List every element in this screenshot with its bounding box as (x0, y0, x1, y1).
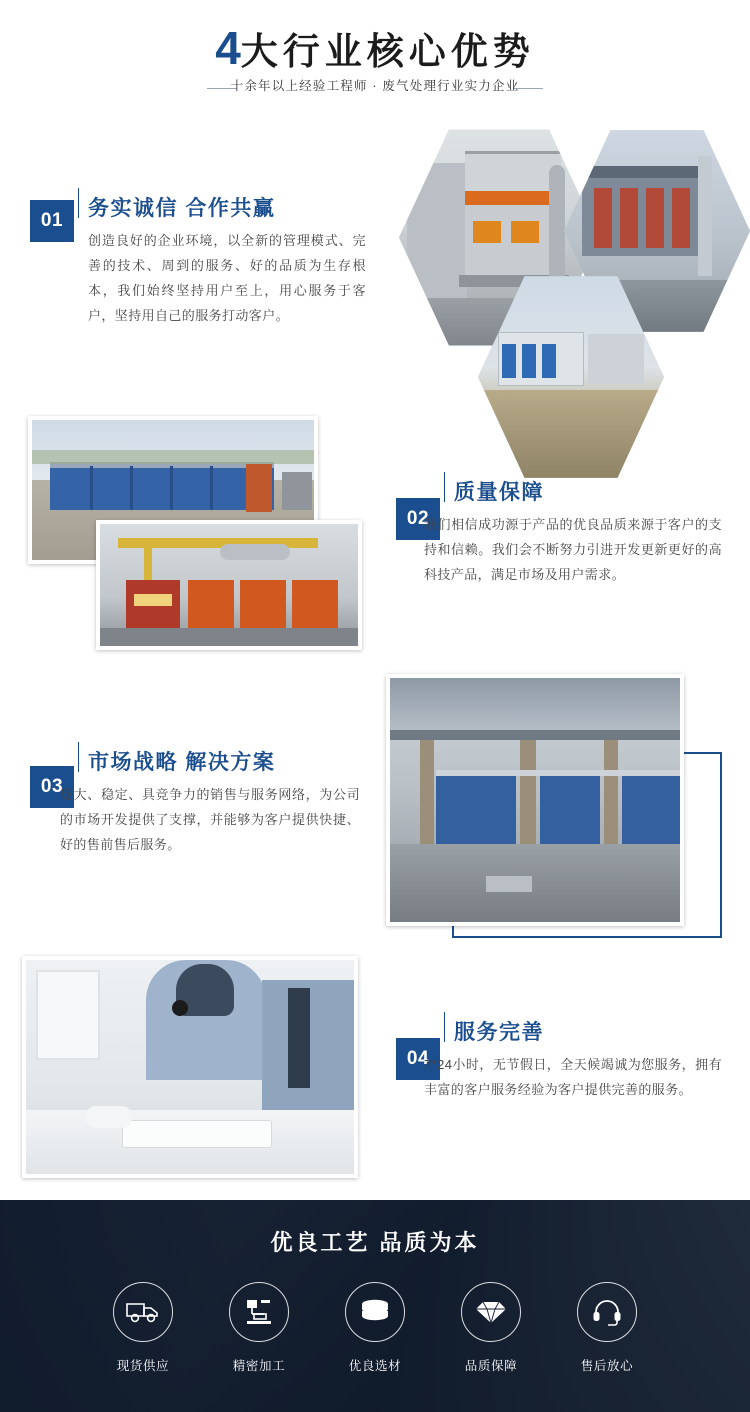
page-header (0, 0, 750, 108)
banner-icon-row (0, 1282, 750, 1374)
advantage-badge-01: 01 (30, 200, 74, 242)
page-title (0, 22, 750, 74)
banner-item-0 (104, 1282, 182, 1374)
banner-title: 优良工艺 品质为本 (270, 1230, 480, 1255)
banner-item-label-4: 售后放心 (580, 1359, 634, 1373)
advantage-title-rule-04 (444, 1012, 445, 1042)
photo-row2-front-image (100, 524, 358, 646)
photo-row3-image (390, 678, 680, 922)
banner-item-4 (568, 1282, 646, 1374)
banner-item-3 (452, 1282, 530, 1374)
page-subtitle: 十余年以上经验工程师 · 废气处理行业实力企业 (230, 79, 520, 93)
advantage-body-01: 创造良好的企业环境，以全新的管理模式、完善的技术、周到的服务、好的品质为生存根本，我们始终坚持用户至上，用心服务于客户，坚持用自己的服务打动客户。 (88, 233, 366, 323)
photo-row4-image (26, 960, 354, 1174)
advantage-title-03: 市场战略 解决方案 (88, 751, 276, 774)
headset-icon (577, 1282, 637, 1342)
page-title-number: 4 (215, 22, 241, 74)
advantage-title-04: 服务完善 (454, 1021, 544, 1044)
advantage-title-01: 务实诚信 合作共赢 (88, 197, 276, 220)
banner-item-label-3: 品质保障 (464, 1359, 518, 1373)
banner-item-label-0: 现货供应 (116, 1359, 170, 1373)
advantage-badge-04: 04 (396, 1038, 440, 1080)
banner-item-label-1: 精密加工 (232, 1359, 286, 1373)
advantage-title-rule-01 (78, 188, 79, 218)
advantage-body-04: 7*24小时，无节假日，全天候竭诚为您服务，拥有丰富的客户服务经验为客户提供完善的服务。 (424, 1057, 722, 1097)
banner-item-2 (336, 1282, 414, 1374)
bottom-banner (0, 1200, 750, 1412)
truck-icon (113, 1282, 173, 1342)
advantage-body-02: 我们相信成功源于产品的优良品质来源于客户的支持和信赖。我们会不断努力引进开发更新更好的高科技产品，满足市场及用户需求。 (424, 517, 722, 582)
advantage-badge-02: 02 (396, 498, 440, 540)
advantage-body-03: 庞大、稳定、具竞争力的销售与服务网络，为公司的市场开发提供了支撑，并能够为客户提供快捷、好的售前售后服务。 (60, 787, 360, 852)
photo-row2-front (96, 520, 362, 650)
machine-icon (229, 1282, 289, 1342)
advantage-title-02: 质量保障 (454, 481, 544, 504)
layers-icon (345, 1282, 405, 1342)
advantage-badge-03: 03 (30, 766, 74, 808)
page-title-text: 大行业核心优势 (240, 31, 535, 72)
advantage-title-rule-03 (78, 742, 79, 772)
advantage-title-rule-02 (444, 472, 445, 502)
photo-row4 (22, 956, 358, 1178)
photo-row3 (386, 674, 684, 926)
diamond-icon (461, 1282, 521, 1342)
banner-item-1 (220, 1282, 298, 1374)
banner-item-label-2: 优良选材 (348, 1359, 402, 1373)
